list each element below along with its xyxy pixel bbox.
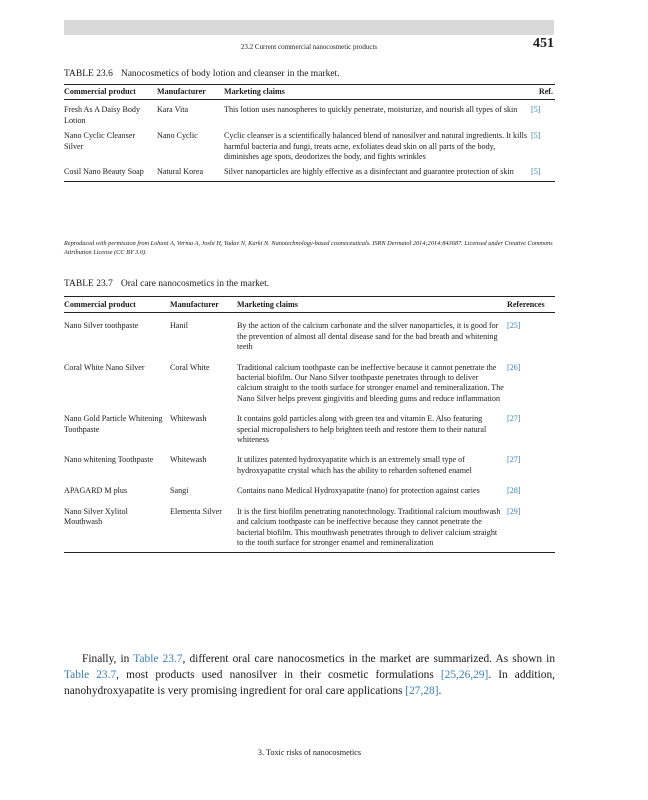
cell-ref[interactable]: [5] (531, 167, 541, 177)
cell-ref[interactable]: [26] (507, 362, 521, 372)
cell-product: APAGARD M plus (64, 486, 128, 496)
cell-ref[interactable]: [29] (507, 506, 521, 516)
table-row (64, 497, 555, 553)
paragraph-text: Finally, in (82, 653, 134, 665)
cell-product: Cosil Nano Beauty Soap (64, 167, 144, 177)
cell-claims: Contains nano Medical Hydroxyapatite (nano) for protection against caries (237, 486, 480, 496)
table-link[interactable]: Table 23.7 (133, 653, 183, 665)
table1-title: Nanocosmetics of body lotion and cleanser in the market. (120, 69, 340, 79)
body-paragraph (64, 651, 555, 699)
cell-ref[interactable]: [27] (507, 455, 521, 465)
table2 (64, 296, 555, 553)
paragraph-text: , different oral care nanocosmetics in the market are summarized. As shown in (182, 653, 556, 665)
cell-manufacturer: Natural Korea (157, 167, 204, 177)
paragraph-text: , most products used nanosilver in their cosmetic formulations (116, 669, 441, 681)
citation-link[interactable]: [25,26,29] (440, 669, 489, 681)
cell-manufacturer: Kara Vita (157, 105, 189, 115)
cell-ref[interactable]: [27] (507, 414, 521, 424)
col-header: Marketing claims (224, 87, 285, 96)
paragraph-text: . (438, 685, 442, 697)
cell-product: Nano Silver Xylitol Mouthwash (64, 506, 128, 527)
table1 (64, 84, 555, 182)
table2-header-row (64, 297, 555, 313)
col-header: Commercial product (64, 87, 136, 96)
table1-source-note: Reproduced with permission from Lohani A, Verma A, Joshi H, Yadav N, Karki N. Nanotechnology-based cosmeceuticals. ISRN Dermatol 2014;2014:843687. Licensed under Creative Commons Attribution License (CC BY 3.0). (64, 240, 553, 256)
cell-manufacturer: Sangi (170, 486, 189, 496)
footer-section: 3. Toxic risks of nanocosmetics (257, 748, 362, 757)
table1-header-row (64, 85, 555, 100)
running-head: 23.2 Current commercial nanocosmetic products (240, 43, 378, 51)
table-row (64, 100, 555, 126)
col-header: References (507, 300, 545, 309)
col-header: Ref. (538, 87, 553, 96)
cell-claims: Cyclic cleanser is a scientifically balanced blend of nanosilver and natural ingredients. It kills harmful bacteria and fungi, treats acne, exfoliates dead skin on all parts of the body, diminishes age spots, deodorizes the body, and fights wrinkles (224, 131, 527, 162)
cell-product: Coral White Nano Silver (64, 362, 145, 372)
table2-caption (64, 279, 269, 289)
table-row (64, 126, 555, 162)
table-row (64, 404, 555, 445)
cell-manufacturer: Elementa Silver (170, 506, 222, 516)
paragraph-text: . In addition, nanohydroxyapatite is very promising ingredient for oral care applications (64, 669, 555, 697)
cell-claims: It contains gold particles along with green tea and vitamin E. Also featuring special micropolishers to help brighten teeth and restore them to their natural whiteness (237, 414, 487, 445)
cell-product: Nano whitening Toothpaste (64, 455, 154, 465)
table-row (64, 353, 555, 405)
header-bar (64, 20, 554, 35)
cell-manufacturer: Hanil (170, 321, 188, 331)
table1-caption (64, 69, 340, 79)
cell-ref[interactable]: [25] (507, 321, 521, 331)
cell-manufacturer: Coral White (170, 362, 210, 372)
cell-product: Nano Cyclic Cleanser Silver (64, 131, 136, 151)
cell-product: Nano Gold Particle Whitening Toothpaste (64, 414, 163, 434)
col-header: Manufacturer (157, 87, 206, 96)
table-link[interactable]: Table 23.7 (64, 669, 117, 681)
cell-ref[interactable]: [5] (531, 105, 541, 115)
table-row (64, 162, 555, 181)
table2-title: Oral care nanocosmetics in the market. (120, 279, 270, 289)
table1-label: TABLE 23.6 (64, 69, 113, 79)
cell-claims: Silver nanoparticles are highly effective as a disinfectant and guarantee protection of skin (224, 167, 514, 177)
table2-label: TABLE 23.7 (64, 279, 113, 289)
table-row (64, 445, 555, 476)
cell-manufacturer: Nano Cyclic (157, 131, 198, 141)
col-header: Marketing claims (237, 300, 298, 309)
cell-claims: It is the first biofilm penetrating nanotechnology. Traditional calcium mouthwash and calcium toothpaste can be ineffective because they cannot penetrate the bacterial biofilm. This mouthwash penetrates through to deliver calcium straight to the tooth surface for stronger enamel and remineralization (237, 506, 501, 547)
cell-manufacturer: Whitewash (170, 455, 207, 465)
table-row (64, 313, 555, 353)
cell-ref[interactable]: [5] (531, 131, 541, 141)
table-row (64, 476, 555, 496)
cell-ref[interactable]: [28] (507, 486, 521, 496)
cell-claims: By the action of the calcium carbonate and the silver nanoparticles, it is good for the prevention of almost all dental disease sand for the bad breath and whitening teeth (237, 321, 499, 352)
cell-claims: Traditional calcium toothpaste can be ineffective because it cannot penetrate the bacterial biofilm. Our Nano Silver toothpaste penetrates through to deliver calcium straight to the tooth surface for stronger enamel and remineralization. The Nano Silver helps prevent gingivitis and bleeding gums and reduce inflammation (237, 362, 504, 403)
page-number: 451 (533, 36, 554, 51)
col-header: Manufacturer (170, 300, 219, 309)
citation-link[interactable]: [27,28] (405, 685, 439, 697)
cell-claims: This lotion uses nanospheres to quickly penetrate, moisturize, and nourish all types of skin (224, 105, 518, 115)
cell-manufacturer: Whitewash (170, 414, 207, 424)
cell-claims: It utilizes patented hydroxyapatite which is an extremely small type of hydroxyapatite crystal which has the ability to reharden softened enamel (237, 455, 472, 475)
col-header: Commercial product (64, 300, 136, 309)
cell-product: Nano Silver toothpaste (64, 321, 139, 331)
cell-product: Fresh As A Daisy Body Lotion (64, 105, 141, 125)
